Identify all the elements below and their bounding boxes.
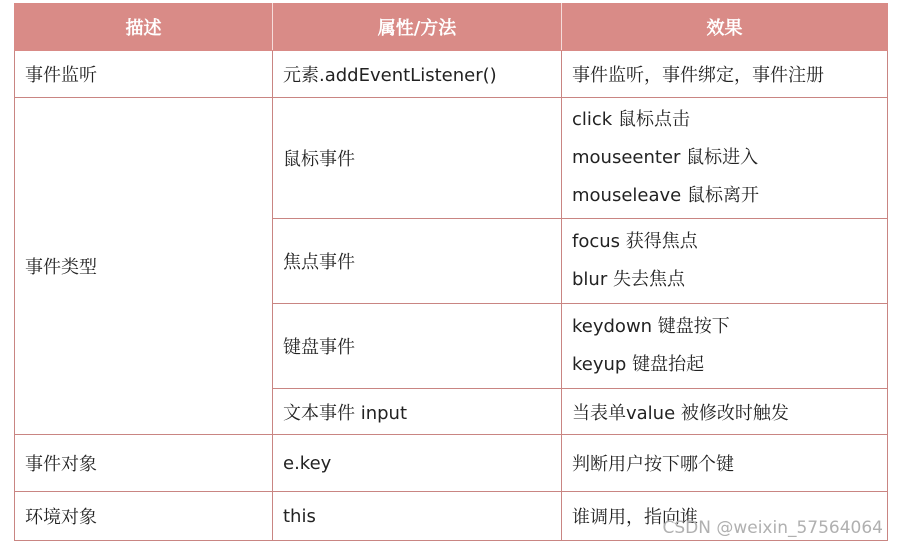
header-effect: 效果	[562, 4, 888, 51]
effect-line: keyup 键盘抬起	[572, 354, 705, 375]
cell-effect: 判断用户按下哪个键	[562, 435, 888, 492]
effect-line: mouseenter 鼠标进入	[572, 147, 759, 168]
effect-line: blur 失去焦点	[572, 269, 685, 290]
cell-method: 键盘事件	[273, 304, 562, 389]
cell-method: e.key	[273, 435, 562, 492]
effect-line: focus 获得焦点	[572, 231, 698, 252]
header-description: 描述	[15, 4, 273, 51]
cell-effect: 谁调用，指向谁	[562, 492, 888, 541]
cell-method: 文本事件 input	[273, 389, 562, 435]
cell-effect	[562, 219, 888, 304]
cell-description: 事件类型	[15, 98, 273, 435]
cell-method: 焦点事件	[273, 219, 562, 304]
events-table	[14, 3, 888, 541]
cell-method: 元素.addEventListener()	[273, 51, 562, 98]
effect-line: click 鼠标点击	[572, 109, 690, 130]
watermark: CSDN @weixin_57564064	[662, 518, 883, 538]
cell-method: 鼠标事件	[273, 98, 562, 219]
cell-description: 事件监听	[15, 51, 273, 98]
cell-effect	[562, 304, 888, 389]
effect-line: keydown 键盘按下	[572, 316, 730, 337]
table-row	[15, 51, 888, 98]
effect-line: mouseleave 鼠标离开	[572, 185, 759, 206]
cell-description: 环境对象	[15, 492, 273, 541]
header-property-method: 属性/方法	[273, 4, 562, 51]
table-header-row	[15, 4, 888, 51]
table-row	[15, 98, 888, 219]
cell-description: 事件对象	[15, 435, 273, 492]
table-row	[15, 435, 888, 492]
cell-method: this	[273, 492, 562, 541]
cell-effect: 当表单value 被修改时触发	[562, 389, 888, 435]
cell-effect: 事件监听，事件绑定，事件注册	[562, 51, 888, 98]
cell-effect	[562, 98, 888, 219]
